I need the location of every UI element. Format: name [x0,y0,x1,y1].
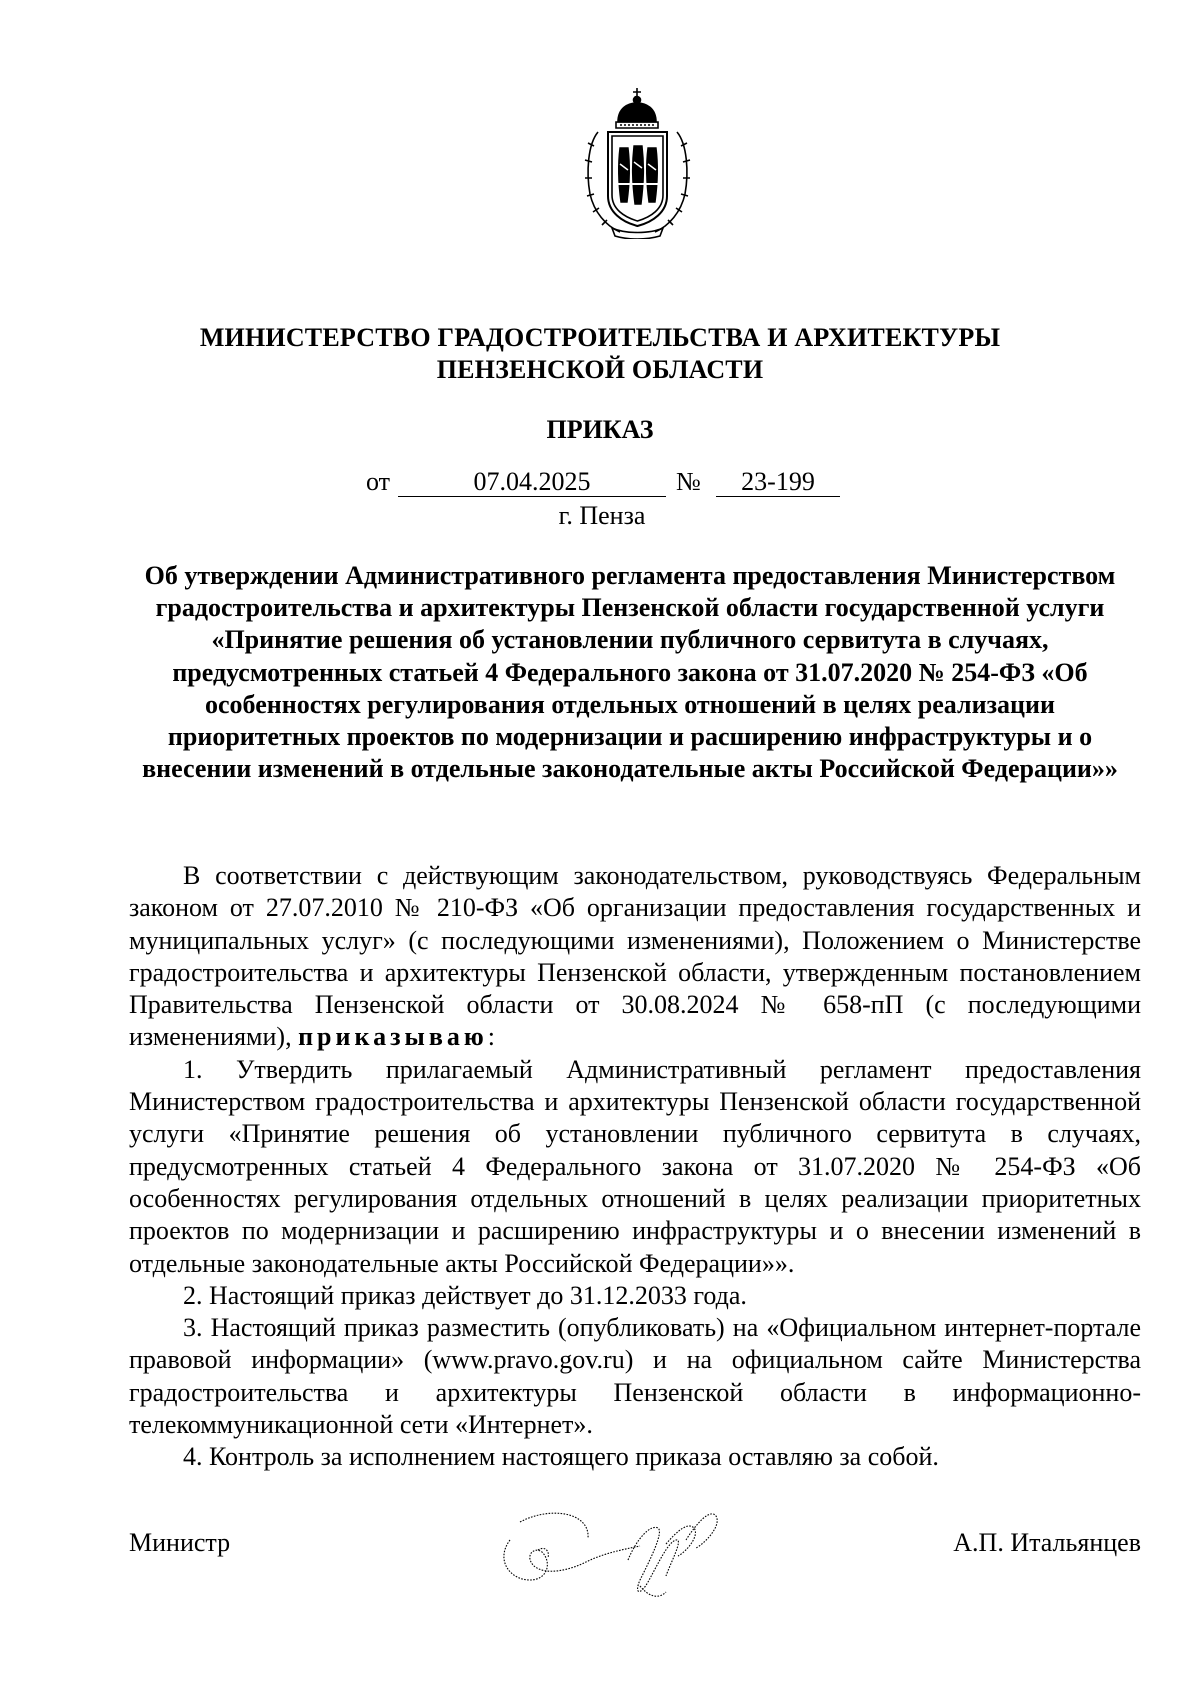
penza-coat-of-arms-icon [580,84,695,239]
document-type: ПРИКАЗ [546,415,654,444]
signatory-name: А.П. Итальянцев [953,1528,1141,1557]
city: г. Пенза [558,501,646,530]
order-date: 07.04.2025 [398,466,666,497]
preamble-paragraph [129,860,1141,1054]
ministry-line-1: МИНИСТЕРСТВО ГРАДОСТРОИТЕЛЬСТВА И АРХИТЕКТУРЫ [199,323,1001,352]
order-number: 23-199 [716,466,840,497]
handwritten-signature [490,1500,760,1610]
date-label: от [366,467,391,496]
ministry-line-2: ПЕНЗЕНСКОЙ ОБЛАСТИ [436,355,764,384]
preamble-text: В соответствии с действующим законодательством, руководствуясь Федеральным законом от 27.07.2010 № 210-ФЗ «Об организации предоставления государственных и муниципальных услуг» (с последующими изменениями), Положением о Министерстве градостроительства и архитектуры Пензенской области, утвержденным постановлением Правительства Пензенской области от 30.08.2024 № 658-пП (с последующими изменениями), [129,861,1141,1052]
order-item: 4. Контроль за исполнением настоящего приказа оставляю за собой. [183,1442,939,1472]
order-word-suffix: : [487,1022,495,1052]
order-item: 1. Утвердить прилагаемый Административный регламент предоставления Министерством градостроительства и архитектуры Пензенской области государственной услуги «Принятие решения об установлении публичного сервитута в случаях, предусмотренных статьей 4 Федерального закона от 31.07.2020 № 254-ФЗ «Об особенностях регулирования отдельных отношений в целях реализации приоритетных проектов по модернизации и расширению инфраструктуры и о внесении изменений в отдельные законодательные акты Российской Федерации»». [129,1054,1141,1278]
signatory-position: Министр [129,1528,231,1557]
order-body [129,860,1141,1474]
ministry-name [0,322,1200,386]
order-title: Об утверждении Административного регламента предоставления Министерством градостроительства и архитектуры Пензенской области государственной услуги «Принятие решения об установлении публичного сервитута в случаях, предусмотренных статьей 4 Федерального закона от 31.07.2020 № 254-ФЗ «Об особенностях регулирования отдельных отношений в целях реализации приоритетных проектов по модернизации и расширению инфраструктуры и о внесении изменений в отдельные законодательные акты Российской Федерации»» [142,561,1118,784]
number-label: № [676,467,701,496]
order-item: 3. Настоящий приказ разместить (опубликовать) на «Официальном интернет-портале правовой информации» (www.pravo.gov.ru) и на официальном сайте Министерства градостроительства и архитектуры Пензенской области в информационно-телекоммуникационной сети «Интернет». [129,1313,1141,1440]
order-item: 2. Настоящий приказ действует до 31.12.2033 года. [183,1280,747,1310]
order-word: приказываю [298,1022,488,1052]
